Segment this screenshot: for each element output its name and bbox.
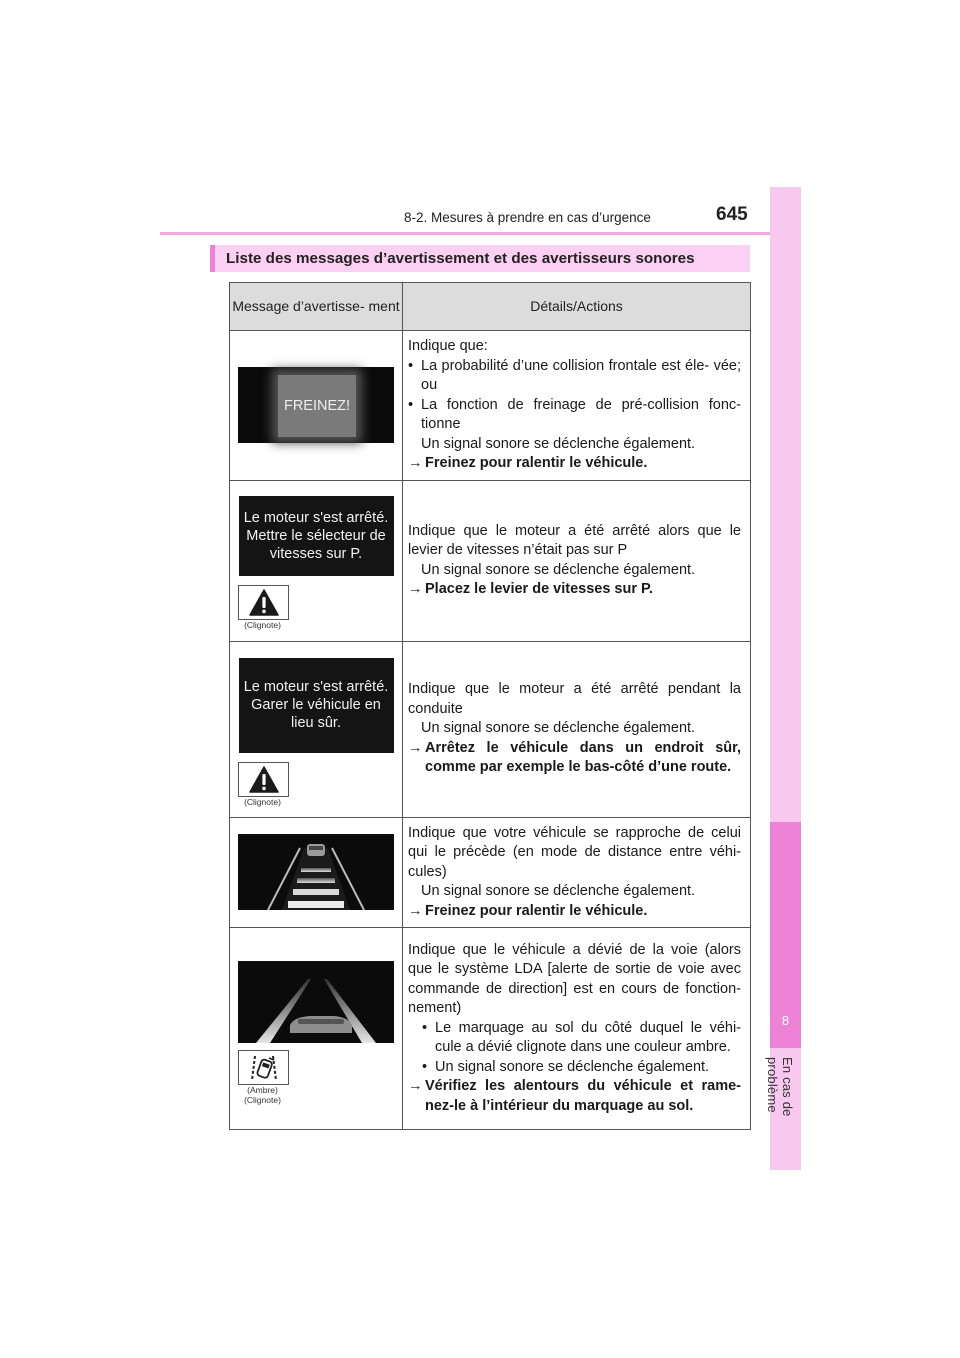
message-image-cell bbox=[230, 331, 403, 481]
table-row bbox=[230, 480, 751, 641]
action-text: → Placez le levier de vitesses sur P. bbox=[408, 580, 741, 600]
header-details: Détails/Actions bbox=[403, 283, 751, 331]
table-row bbox=[230, 331, 751, 481]
message-image-cell bbox=[230, 480, 403, 641]
amber-caption: (Ambre) bbox=[247, 1085, 278, 1095]
details-intro: Indique que votre véhicule se rapproche de celui qui le précède (en mode de distance entre véhi- cules) bbox=[408, 824, 741, 880]
warning-message-table bbox=[229, 282, 751, 1130]
details-intro: Indique que le moteur a été arrêté pendant la conduite bbox=[408, 681, 741, 717]
chapter-number: 8 bbox=[781, 1013, 790, 1028]
chapter-label: En cas de problème bbox=[765, 1057, 795, 1117]
following-distance-graphic bbox=[238, 834, 394, 910]
buzzer-note: Un signal sonore se déclenche également. bbox=[421, 435, 696, 452]
warning-triangle-icon bbox=[238, 585, 289, 620]
warning-indicator bbox=[238, 762, 289, 807]
brake-message: FREINEZ! bbox=[278, 375, 356, 437]
buzzer-note: Un signal sonore se déclenche également. bbox=[421, 883, 696, 899]
details-intro: Indique que le véhicule a dévié de la voie (alors que le système LDA [alerte de sortie de voie avec commande de direction] est en cours de fonction- nement) bbox=[408, 941, 741, 1017]
blink-caption: (Clignote) bbox=[244, 619, 281, 630]
header-message: Message d’avertisse- ment bbox=[230, 283, 403, 331]
buzzer-note: Un signal sonore se déclenche également. bbox=[421, 720, 696, 737]
details-bullet: • Le marquage au sol du côté duquel le véhi- cule a dévié clignote dans une couleur ambre. bbox=[422, 1019, 741, 1056]
arrow-right-icon: → bbox=[408, 902, 423, 919]
details-cell bbox=[403, 928, 751, 1130]
lane-departure-icon bbox=[238, 1050, 289, 1085]
page-number: 645 bbox=[716, 204, 748, 225]
table-row bbox=[230, 641, 751, 817]
warning-indicator bbox=[238, 585, 289, 630]
engine-stopped-display: Le moteur s'est arrêté. Mettre le sélecteur de vitesses sur P. bbox=[239, 496, 394, 576]
action-text: → Arrêtez le véhicule dans un endroit sûr, comme par exemple le bas-côté d’une route. bbox=[408, 739, 741, 776]
message-image-cell bbox=[230, 928, 403, 1130]
details-intro: Indique que: bbox=[408, 338, 488, 354]
arrow-right-icon: → bbox=[408, 581, 423, 597]
action-text: → Vérifiez les alentours du véhicule et rame- nez-le à l’intérieur du marquage au sol. bbox=[408, 1078, 741, 1114]
table-header-row bbox=[230, 283, 751, 331]
lda-indicator bbox=[238, 1050, 289, 1105]
buzzer-note: Un signal sonore se déclenche également. bbox=[421, 561, 696, 578]
header-rule bbox=[160, 232, 800, 235]
message-image-cell bbox=[230, 641, 403, 817]
arrow-right-icon: → bbox=[408, 1078, 423, 1095]
details-bullet: • La probabilité d’une collision frontale est éle- vée; ou bbox=[408, 357, 741, 393]
vehicle-approach-display bbox=[238, 834, 394, 910]
details-cell bbox=[403, 331, 751, 481]
details-cell bbox=[403, 817, 751, 928]
arrow-right-icon: → bbox=[408, 739, 423, 756]
chapter-side-tab bbox=[765, 187, 801, 1170]
details-bullet: • Un signal sonore se déclenche également. bbox=[422, 1058, 710, 1075]
table-row bbox=[230, 817, 751, 928]
brake-warning-display bbox=[238, 367, 394, 443]
blink-caption: (Clignote) bbox=[244, 796, 281, 807]
action-text: → Freinez pour ralentir le véhicule. bbox=[408, 454, 741, 474]
blink-caption: (Clignote) bbox=[244, 1095, 281, 1105]
table-row bbox=[230, 928, 751, 1130]
engine-stopped-drive-display: Le moteur s'est arrêté. Garer le véhicule en lieu sûr. bbox=[239, 658, 394, 753]
details-intro: Indique que le moteur a été arrêté alors que le levier de vitesses n’était pas sur P bbox=[408, 522, 741, 558]
details-bullet: • La fonction de freinage de pré-collision fonc- tionne bbox=[408, 396, 741, 432]
chapter-number-tab bbox=[770, 822, 801, 1048]
action-text: → Freinez pour ralentir le véhicule. bbox=[408, 902, 741, 922]
arrow-right-icon: → bbox=[408, 455, 423, 471]
lane-departure-graphic bbox=[238, 961, 394, 1043]
details-cell bbox=[403, 480, 751, 641]
section-title: Liste des messages d’avertissement et des avertisseurs sonores bbox=[210, 245, 750, 272]
warning-triangle-icon bbox=[238, 762, 289, 797]
message-image-cell bbox=[230, 817, 403, 928]
header-section-title: 8-2. Mesures à prendre en cas d’urgence bbox=[404, 210, 651, 225]
details-cell bbox=[403, 641, 751, 817]
lane-departure-display bbox=[238, 961, 394, 1043]
